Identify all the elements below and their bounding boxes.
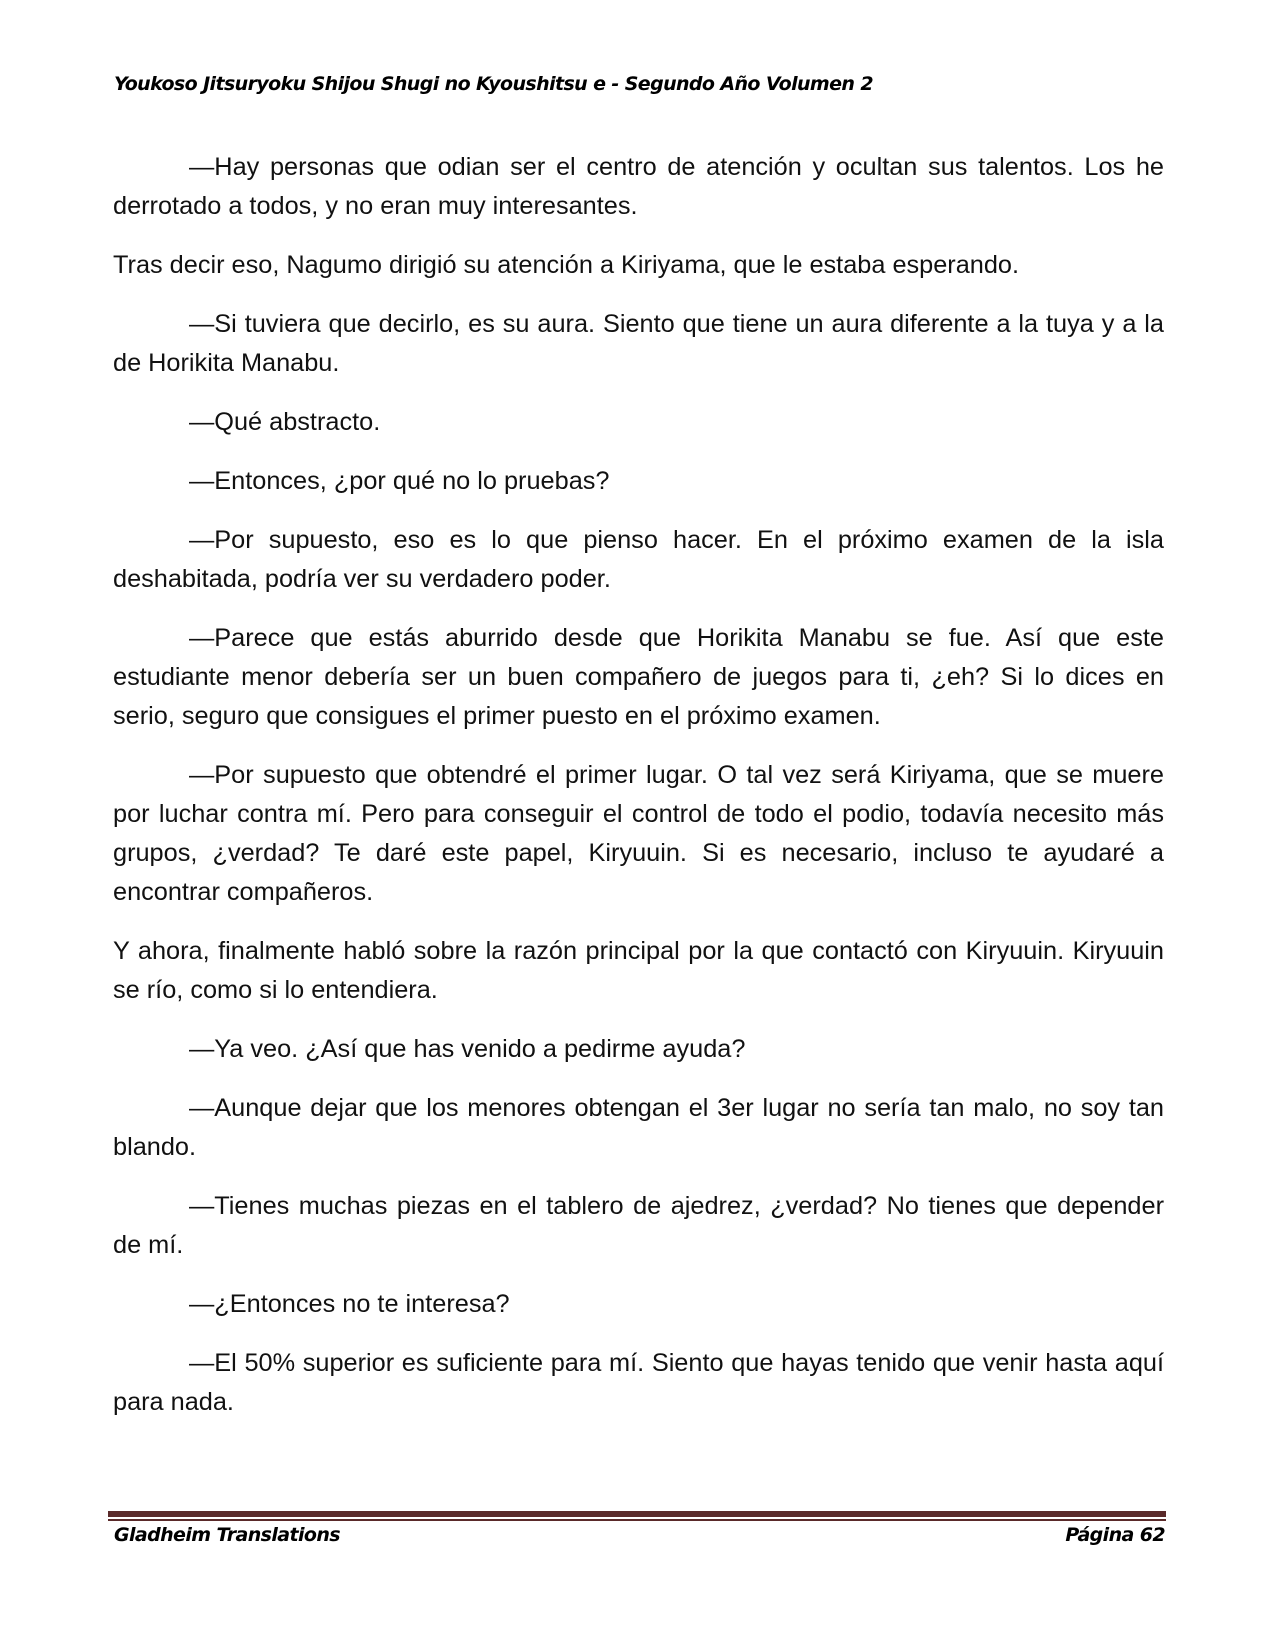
paragraph: —Por supuesto que obtendré el primer lugar. O tal vez será Kiriyama, que se muere por luchar contra mí. Pero para conseguir el control de todo el podio, todavía necesito más grupos, ¿verdad? Te daré este papel, Kiryuuin. Si es necesario, incluso te ayudaré a encontrar compañeros.: [113, 761, 1164, 906]
paragraph: —Aunque dejar que los menores obtengan el 3er lugar no sería tan malo, no soy tan blando.: [113, 1094, 1164, 1161]
paragraph: —Hay personas que odian ser el centro de atención y ocultan sus talentos. Los he derrotado a todos, y no eran muy interesantes.: [113, 153, 1164, 220]
paragraph: —Tienes muchas piezas en el tablero de ajedrez, ¿verdad? No tienes que depender de mí.: [113, 1192, 1164, 1259]
running-header: Youkoso Jitsuryoku Shijou Shugi no Kyoushitsu e - Segundo Año Volumen 2: [114, 73, 873, 95]
paragraph: —Entonces, ¿por qué no lo pruebas?: [189, 467, 610, 495]
paragraph: —Si tuviera que decirlo, es su aura. Siento que tiene un aura diferente a la tuya y a la de Horikita Manabu.: [113, 310, 1164, 377]
paragraph: —Qué abstracto.: [189, 408, 381, 436]
footer-translator: Gladheim Translations: [114, 1524, 340, 1546]
paragraph: —Ya veo. ¿Así que has venido a pedirme ayuda?: [189, 1035, 746, 1063]
paragraph: Y ahora, finalmente habló sobre la razón principal por la que contactó con Kiryuuin. Kiryuuin se río, como si lo entendiera.: [113, 937, 1164, 1004]
page-body: [113, 148, 1164, 1442]
footer-rule-thick: [108, 1511, 1166, 1517]
footer-page-number: Página 62: [1065, 1524, 1165, 1546]
paragraph: —Parece que estás aburrido desde que Horikita Manabu se fue. Así que este estudiante menor debería ser un buen compañero de juegos para ti, ¿eh? Si lo dices en serio, seguro que consigues el primer puesto en el próximo examen.: [113, 624, 1164, 730]
paragraph: Tras decir eso, Nagumo dirigió su atención a Kiriyama, que le estaba esperando.: [113, 251, 1020, 279]
paragraph: —¿Entonces no te interesa?: [189, 1290, 510, 1318]
paragraph: —Por supuesto, eso es lo que pienso hacer. En el próximo examen de la isla deshabitada, podría ver su verdadero poder.: [113, 526, 1164, 593]
paragraph: —El 50% superior es suficiente para mí. Siento que hayas tenido que venir hasta aquí para nada.: [113, 1349, 1164, 1416]
footer-rule-thin: [108, 1519, 1166, 1521]
